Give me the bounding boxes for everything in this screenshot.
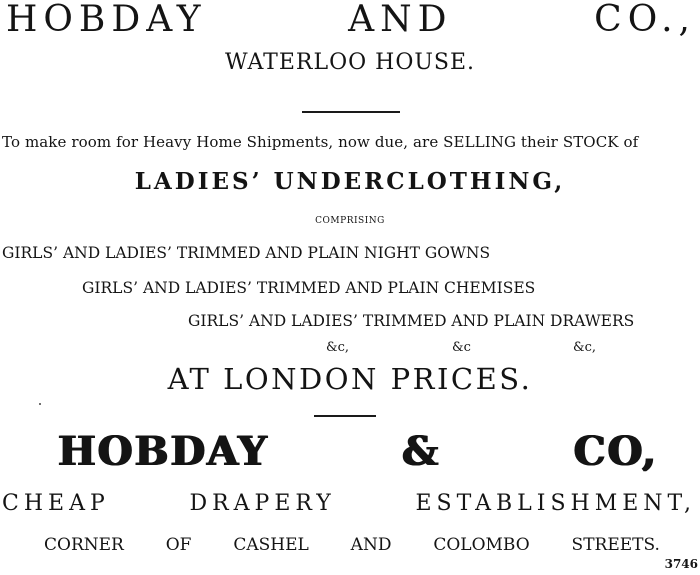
establishment-word: CHEAP xyxy=(2,491,110,516)
header-word: HOBDAY xyxy=(6,0,207,40)
address-word: STREETS. xyxy=(571,535,660,555)
reference-number: 3746 xyxy=(664,557,698,571)
etc-mark: &c, xyxy=(573,340,596,355)
address-word: OF xyxy=(165,535,192,555)
header-word: CO., xyxy=(594,0,696,40)
address-word: CASHEL xyxy=(233,535,309,555)
item-line: GIRLS’ AND LADIES’ TRIMMED AND PLAIN CHEMISES xyxy=(82,279,536,297)
establishment-word: DRAPERY xyxy=(189,491,336,516)
header-subtitle: WATERLOO HOUSE. xyxy=(224,50,476,75)
item-line: GIRLS’ AND LADIES’ TRIMMED AND PLAIN NIGHT GOWNS xyxy=(2,244,491,262)
address-line xyxy=(44,537,660,554)
stock-title: LADIES’ UNDERCLOTHING, xyxy=(134,168,566,195)
divider-rule xyxy=(302,111,400,113)
brand-word: & xyxy=(402,428,441,475)
address-word: CORNER xyxy=(44,535,124,555)
etc-mark: &c, xyxy=(326,340,349,355)
notice-line: To make room for Heavy Home Shipments, now due, are SELLING their STOCK of xyxy=(2,133,639,151)
establishment-word: ESTABLISHMENT, xyxy=(415,491,696,516)
address-word: AND xyxy=(350,535,392,555)
prices-headline: AT LONDON PRICES. xyxy=(167,362,533,396)
brand-word: CO, xyxy=(573,428,658,475)
address-word: COLOMBO xyxy=(433,535,530,555)
header-title xyxy=(6,2,696,38)
brand-word: HOBDAY xyxy=(58,428,269,475)
establishment-line xyxy=(2,493,696,515)
brand-title xyxy=(58,428,658,475)
print-speck xyxy=(39,403,41,405)
header-word: AND xyxy=(348,0,453,40)
item-line: GIRLS’ AND LADIES’ TRIMMED AND PLAIN DRAWERS xyxy=(188,312,635,330)
etc-row xyxy=(0,341,700,357)
comprising-label: COMPRISING xyxy=(315,216,385,226)
divider-rule xyxy=(314,415,376,417)
etc-mark: &c xyxy=(452,340,471,355)
